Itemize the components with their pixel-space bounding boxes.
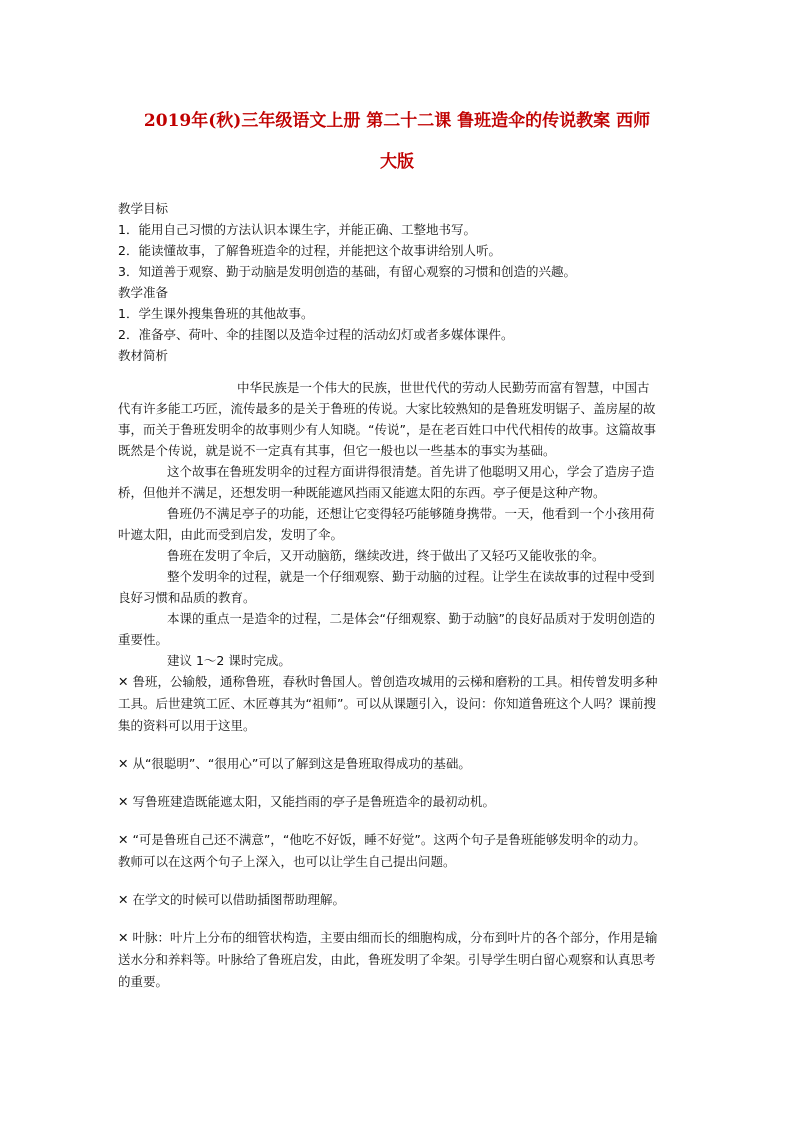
document-body (118, 198, 658, 993)
document-title: 2019年(秋)三年级语文上册 第二十二课 鲁班造伞的传说教案 西师 (143, 111, 651, 131)
analysis-paragraph: 整个发明伞的过程，就是一个仔细观察、勤于动脑的过程。让学生在读故事的过程中受到良好习惯和品质的教育。 (118, 569, 655, 605)
document-title-continued: 大版 (380, 152, 414, 172)
note-paragraph: ✕ 写鲁班建造既能遮太阳，又能挡雨的亭子是鲁班造伞的最初动机。 (118, 794, 495, 809)
section-heading-analysis: 教材简析 (118, 348, 169, 363)
section-heading-goals: 教学目标 (118, 201, 169, 216)
note-paragraph: ✕ 从“很聪明”、“很用心”可以了解到这是鲁班取得成功的基础。 (118, 756, 471, 771)
prep-item: 1．学生课外搜集鲁班的其他故事。 (118, 306, 314, 321)
goal-item: 2．能读懂故事，了解鲁班造伞的过程，并能把这个故事讲给别人听。 (118, 243, 501, 258)
analysis-paragraph: 这个故事在鲁班发明伞的过程方面讲得很清楚。首先讲了他聪明又用心，学会了造房子造桥，但他并不满足，还想发明一种既能遮风挡雨又能遮太阳的东西。亭子便是这种产物。 (118, 464, 655, 500)
analysis-paragraph: 鲁班在发明了伞后，又开动脑筋，继续改进，终于做出了又轻巧又能收张的伞。 (167, 548, 605, 563)
analysis-paragraph: 建议 1～2 课时完成。 (167, 653, 291, 668)
prep-item: 2．准备亭、荷叶、伞的挂图以及造伞过程的活动幻灯或者多媒体课件。 (118, 327, 514, 342)
note-paragraph: ✕ 在学文的时候可以借助插图帮助理解。 (118, 892, 345, 907)
note-paragraph: ✕ “可是鲁班自己还不满意”，“他吃不好饭，睡不好觉”。这两个句子是鲁班能够发明伞的动力。教师可以在这两个句子上深入，也可以让学生自己提出问题。 (118, 832, 646, 869)
goal-item: 1．能用自己习惯的方法认识本课生字，并能正确、工整地书写。 (118, 222, 476, 237)
note-paragraph: ✕ 鲁班，公输般，通称鲁班，春秋时鲁国人。曾创造攻城用的云梯和磨粉的工具。相传曾发明多种工具。后世建筑工匠、木匠尊其为“祖师”。可以从课题引入，设问：你知道鲁班这个人吗？课前搜集的资料可以用于这里。 (118, 674, 658, 733)
analysis-paragraph: 中华民族是一个伟大的民族，世世代代的劳动人民勤劳而富有智慧，中国古代有许多能工巧匠，流传最多的是关于鲁班的传说。大家比较熟知的是鲁班发明锯子、盖房屋的故事，而关于鲁班发明伞的故事则少有人知晓。“传说”，是在老百姓口中代代相传的故事。这篇故事既然是个传说，就是说不一定真有其事，但它一般也以一些基本的事实为基础。 (118, 380, 656, 458)
note-paragraph: ✕ 叶脉：叶片上分布的细管状构造，主要由细而长的细胞构成，分布到叶片的各个部分，作用是输送水分和养料等。叶脉给了鲁班启发，由此，鲁班发明了伞架。引导学生明白留心观察和认真思考的重要。 (118, 930, 658, 989)
section-heading-prep: 教学准备 (118, 285, 169, 300)
goal-item: 3．知道善于观察、勤于动脑是发明创造的基础，有留心观察的习惯和创造的兴趣。 (118, 264, 576, 279)
analysis-paragraph: 本课的重点一是造伞的过程，二是体会“仔细观察、勤于动脑”的良好品质对于发明创造的重要性。 (118, 611, 655, 647)
analysis-paragraph: 鲁班仍不满足亭子的功能，还想让它变得轻巧能够随身携带。一天，他看到一个小孩用荷叶遮太阳，由此而受到启发，发明了伞。 (118, 506, 655, 542)
